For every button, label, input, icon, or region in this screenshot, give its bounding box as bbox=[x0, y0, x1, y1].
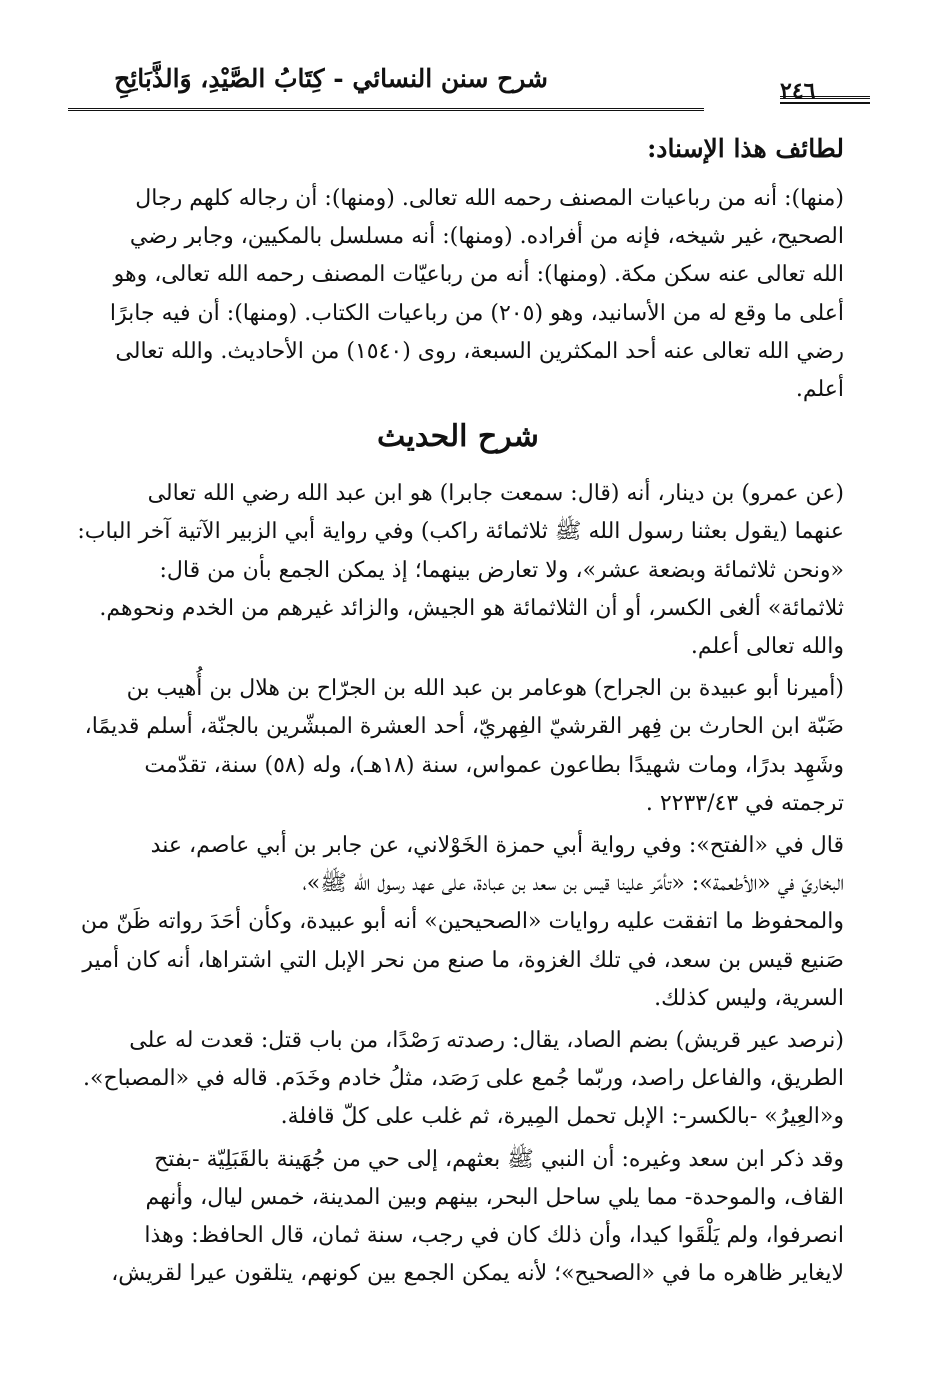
text-line: «ونحن ثلاثمائة وبضعة عشر»، ولا تعارض بينهما؛ إذ يمكن الجمع بأن من قال: bbox=[159, 557, 844, 583]
page-number: ٢٤٦ bbox=[780, 78, 816, 104]
paragraph-3 bbox=[72, 827, 844, 1018]
text-line: والمحفوظ ما اتفقت عليه روايات «الصحيحين» أنه أبو عبيدة، وكأن أحَدَ رواته ظَنّ من bbox=[80, 909, 844, 935]
paragraph-2 bbox=[72, 670, 844, 823]
paragraph-4 bbox=[72, 1022, 844, 1137]
text-line: وشَهِد بدرًا، ومات شهيدًا بطاعون عمواس، سنة (١٨هـ)، وله (٥٨) سنة، تقدّمت bbox=[144, 752, 844, 778]
section-title-isnad: لطائف هذا الإسناد: bbox=[647, 134, 844, 163]
text-line: البخاريّ في «الأطعمة»: «تأمّر علينا قيس بن سعد بن عبادة، على عهد رسول الله ﷺ»، bbox=[302, 871, 844, 897]
text-line: لايغاير ظاهره ما في «الصحيح»؛ لأنه يمكن الجمع بين كونهم، يتلقون عيرا لقريش، bbox=[111, 1261, 844, 1287]
page-body bbox=[72, 134, 844, 1297]
text-line: رضي الله تعالى عنه أحد المكثرين السبعة، روى (١٥٤٠) من الأحاديث. والله تعالى bbox=[115, 338, 844, 364]
text-line: السرية، وليس كذلك. bbox=[654, 985, 844, 1011]
text-line: القاف، والموحدة- مما يلي ساحل البحر، بينهم وبين المدينة، خمس ليال، وأنهم bbox=[145, 1184, 844, 1210]
paragraph-1 bbox=[72, 475, 844, 666]
text-line: عنهما (يقول بعثنا رسول الله ﷺ ثلاثمائة راكب) وفي رواية أبي الزبير الآتية آخر الباب: bbox=[77, 519, 844, 545]
text-line: الطريق، والفاعل راصد، وربّما جُمع على رَصَد، مثلُ خادم وخَدَم. قاله في «المصباح». bbox=[83, 1066, 844, 1092]
paragraph-5 bbox=[72, 1141, 844, 1294]
text-line: قال في «الفتح»: وفي رواية أبي حمزة الخَوْلاني، عن جابر بن أبي عاصم، عند bbox=[150, 833, 844, 859]
text-line: ثلاثمائة» ألغى الكسر، أو أن الثلاثمائة هو الجيش، والزائد غيرهم من الخدم ونحوهم. bbox=[99, 595, 844, 621]
text-line: الله تعالى عنه سكن مكة. (ومنها): أنه من رباعيّات المصنف رحمه الله تعالى، وهو bbox=[113, 262, 844, 288]
text-line: انصرفوا، ولم يَلْقَوا كيدا، وأن ذلك كان في رجب، سنة ثمان، قال الحافظ: وهذا bbox=[144, 1223, 844, 1249]
text-line: (عن عمرو) بن دينار، أنه (قال: سمعت جابرا) هو ابن عبد الله رضي الله تعالى bbox=[147, 481, 844, 507]
text-line: الصحيح، غير شيخه، فإنه من أفراده. (ومنها): أنه مسلسل بالمكيين، وجابر رضي bbox=[129, 224, 844, 250]
text-line: (نرصد عير قريش) بضم الصاد، يقال: رصدته رَصْدًا، من باب قتل: قعدت له على bbox=[129, 1028, 844, 1054]
text-line: و«العِيرُ» -بالكسر-: الإبل تحمل المِيرة، ثم غلب على كلّ قافلة. bbox=[280, 1104, 844, 1130]
text-line: أعلى ما وقع له من الأسانيد، وهو (٢٠٥) من رباعيات الكتاب. (ومنها): أن فيه جابرًا bbox=[109, 300, 844, 326]
running-head: شرح سنن النسائي - كِتَابُ الصَّيْدِ، وَالذَّبَائِحِ bbox=[114, 64, 548, 93]
page-header bbox=[68, 62, 848, 122]
text-line: ترجمته في ٢٢٣٣/٤٣ . bbox=[645, 790, 844, 816]
text-line: (منها): أنه من رباعيات المصنف رحمه الله تعالى. (ومنها): أن رجاله كلهم رجال bbox=[135, 186, 844, 211]
section-title-hadith: شرح الحديث bbox=[377, 419, 539, 455]
text-line: (أميرنا أبو عبيدة بن الجراح) هوعامر بن عبد الله بن الجرّاح بن هلال بن أُهيب بن bbox=[126, 676, 844, 702]
text-line: صَنيع قيس بن سعد، في تلك الغزوة، ما صنع من نحر الإبل التي اشتراها، أنه كان أمير bbox=[82, 947, 844, 973]
text-line: وقد ذكر ابن سعد وغيره: أن النبي ﷺ بعثهم، إلى حي من جُهَينة بالقَبَلِيّة -بفتح bbox=[154, 1146, 844, 1172]
text-line: أعلم. bbox=[795, 377, 844, 403]
paragraph-isnad bbox=[72, 180, 844, 409]
header-rule-left bbox=[68, 108, 704, 111]
text-line: ضَبّة ابن الحارث بن فِهر القرشيّ الفِهريّ، أحد العشرة المبشّرين بالجنّة، أسلم قديمًا، bbox=[84, 714, 844, 740]
text-line: والله تعالى أعلم. bbox=[690, 634, 844, 660]
